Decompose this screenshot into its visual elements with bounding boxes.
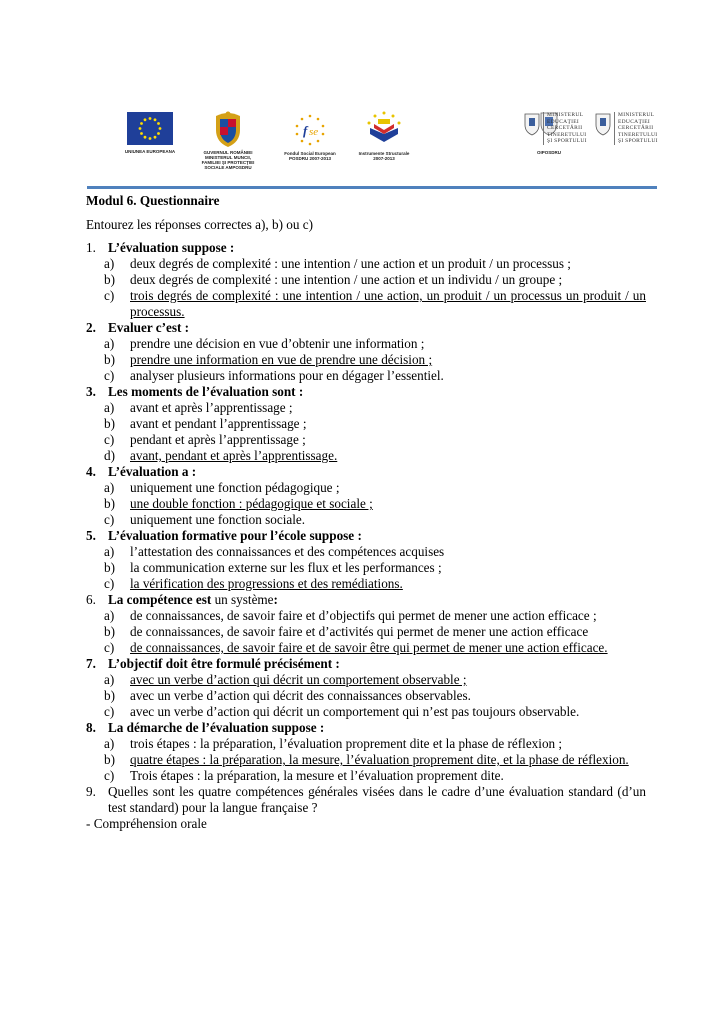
questionnaire-document bbox=[86, 193, 646, 832]
question-1 bbox=[86, 240, 646, 256]
option-letter: c) bbox=[104, 704, 115, 719]
logo-banner bbox=[0, 0, 728, 185]
option-1b[interactable] bbox=[86, 272, 646, 288]
question-text: Les moments de l’évaluation sont : bbox=[108, 384, 304, 399]
option-text: de connaissances, de savoir faire et d’objectifs qui permet de mener une action efficace ; bbox=[130, 608, 597, 623]
option-letter: b) bbox=[104, 624, 115, 639]
option-8b[interactable] bbox=[86, 752, 646, 768]
option-2c[interactable] bbox=[86, 368, 646, 384]
option-7a[interactable] bbox=[86, 672, 646, 688]
option-text: uniquement une fonction sociale. bbox=[130, 512, 306, 527]
ministerul-caption-2: MINISTERUL EDUCAŢIEI CERCETĂRII TINERETULUI ŞI SPORTULUI bbox=[614, 112, 662, 145]
option-letter: b) bbox=[104, 560, 115, 575]
question-text: Evaluer c’est : bbox=[108, 320, 190, 335]
eu-flag-logo bbox=[122, 112, 178, 154]
option-letter: c) bbox=[104, 768, 115, 783]
option-letter: b) bbox=[104, 688, 115, 703]
option-text-correct: avec un verbe d’action qui décrit un comportement observable ; bbox=[130, 672, 467, 687]
fse-logo bbox=[280, 112, 340, 161]
option-text-correct: de connaissances, de savoir faire et de savoir être qui permet de mener une action efficace. bbox=[130, 640, 608, 655]
option-6c[interactable] bbox=[86, 640, 646, 656]
option-text: deux degrés de complexité : une intention / une action et un individu / un groupe ; bbox=[130, 272, 563, 287]
option-3c[interactable] bbox=[86, 432, 646, 448]
option-letter: b) bbox=[104, 416, 115, 431]
option-6b[interactable] bbox=[86, 624, 646, 640]
option-text-correct: la vérification des progressions et des remédiations. bbox=[130, 576, 403, 591]
option-letter: a) bbox=[104, 256, 115, 271]
option-text: avec un verbe d’action qui décrit des connaissances observables. bbox=[130, 688, 471, 703]
ministerul-crest-icon-1 bbox=[523, 112, 541, 136]
option-letter: d) bbox=[104, 448, 115, 463]
question-text-end: : bbox=[273, 592, 278, 607]
question-text: L’évaluation formative pour l’école suppose : bbox=[108, 528, 362, 543]
option-text: uniquement une fonction pédagogique ; bbox=[130, 480, 340, 495]
question-number: 1. bbox=[86, 240, 96, 255]
question-number: 7. bbox=[86, 656, 96, 671]
question-text: L’évaluation suppose : bbox=[108, 240, 235, 255]
option-text-correct: avant, pendant et après l’apprentissage. bbox=[130, 448, 338, 463]
option-8a[interactable] bbox=[86, 736, 646, 752]
eu-caption: UNIUNEA EUROPEANA bbox=[124, 149, 176, 154]
option-text: de connaissances, de savoir faire et d’activités qui permet de mener une action efficace bbox=[130, 624, 589, 639]
question-9 bbox=[86, 784, 646, 816]
option-letter: c) bbox=[104, 288, 115, 303]
question-number: 4. bbox=[86, 464, 96, 479]
svg-text:f: f bbox=[303, 123, 308, 138]
answer-line: - Compréhension orale bbox=[86, 816, 207, 831]
option-text: prendre une décision en vue d’obtenir une information ; bbox=[130, 336, 425, 351]
romania-caption: GUVERNUL ROMÂNIEI MINISTERUL MUNCII, FAMILIEI ŞI PROTECŢIEI SOCIALE AMPOSDRU bbox=[201, 150, 255, 170]
question-text: L’objectif doit être formulé précisément : bbox=[108, 656, 340, 671]
option-letter: a) bbox=[104, 480, 115, 495]
option-letter: a) bbox=[104, 336, 115, 351]
question-6 bbox=[86, 592, 646, 608]
romania-coat-of-arms-logo bbox=[198, 110, 258, 170]
option-letter: b) bbox=[104, 752, 115, 767]
option-letter: c) bbox=[104, 512, 115, 527]
option-text: Trois étapes : la préparation, la mesure et l’évaluation proprement dite. bbox=[130, 768, 504, 783]
option-letter: a) bbox=[104, 672, 115, 687]
option-text-correct: prendre une information en vue de prendre une décision ; bbox=[130, 352, 433, 367]
option-4c[interactable] bbox=[86, 512, 646, 528]
option-text: pendant et après l’apprentissage ; bbox=[130, 432, 306, 447]
instrumente-structurale-icon bbox=[364, 110, 404, 148]
option-1a[interactable] bbox=[86, 256, 646, 272]
option-5a[interactable] bbox=[86, 544, 646, 560]
option-text: analyser plusieurs informations pour en dégager l’essentiel. bbox=[130, 368, 444, 383]
question-8 bbox=[86, 720, 646, 736]
option-1c[interactable] bbox=[86, 288, 646, 320]
question-number: 5. bbox=[86, 528, 96, 543]
option-7c[interactable] bbox=[86, 704, 646, 720]
question-number: 8. bbox=[86, 720, 96, 735]
question-text-rest: un système bbox=[211, 592, 274, 607]
question-text: La démarche de l’évaluation suppose : bbox=[108, 720, 325, 735]
option-letter: c) bbox=[104, 368, 115, 383]
option-letter: a) bbox=[104, 400, 115, 415]
question-2 bbox=[86, 320, 646, 336]
option-4b[interactable] bbox=[86, 496, 646, 512]
option-text: avant et pendant l’apprentissage ; bbox=[130, 416, 307, 431]
option-5c[interactable] bbox=[86, 576, 646, 592]
option-letter: a) bbox=[104, 736, 115, 751]
instrumente-structurale-logo bbox=[356, 110, 412, 161]
svg-text:se: se bbox=[309, 126, 319, 138]
option-letter: b) bbox=[104, 272, 115, 287]
option-2a[interactable] bbox=[86, 336, 646, 352]
instruction-text: Entourez les réponses correctes a), b) ou c) bbox=[86, 217, 314, 232]
option-text-correct: une double fonction : pédagogique et sociale ; bbox=[130, 496, 373, 511]
document-title: Modul 6. Questionnaire bbox=[86, 193, 220, 208]
question-number: 6. bbox=[86, 592, 96, 607]
oiposdru-caption: OIPOSDRU bbox=[536, 150, 561, 155]
option-letter: b) bbox=[104, 352, 115, 367]
question-4 bbox=[86, 464, 646, 480]
option-letter: b) bbox=[104, 496, 115, 511]
question-7 bbox=[86, 656, 646, 672]
option-5b[interactable] bbox=[86, 560, 646, 576]
coat-of-arms-icon bbox=[211, 110, 245, 148]
header-divider bbox=[87, 186, 657, 189]
question-number: 3. bbox=[86, 384, 96, 399]
option-text: la communication externe sur les flux et les performances ; bbox=[130, 560, 442, 575]
option-text: avec un verbe d’action qui décrit un comportement qui n’est pas toujours observable. bbox=[130, 704, 580, 719]
option-3a[interactable] bbox=[86, 400, 646, 416]
fse-caption: Fondul Social European POSDRU 2007-2013 bbox=[284, 151, 336, 161]
option-text: avant et après l’apprentissage ; bbox=[130, 400, 293, 415]
option-text: trois étapes : la préparation, l’évaluation proprement dite et la phase de réflexion ; bbox=[130, 736, 563, 751]
option-text: l’attestation des connaissances et des compétences acquises bbox=[130, 544, 445, 559]
option-letter: c) bbox=[104, 576, 115, 591]
option-6a[interactable] bbox=[86, 608, 646, 624]
ministerul-educatiei-logo-1 bbox=[523, 112, 593, 145]
question-text: L’évaluation a : bbox=[108, 464, 197, 479]
question-5 bbox=[86, 528, 646, 544]
question-3 bbox=[86, 384, 646, 400]
option-letter: a) bbox=[104, 544, 115, 559]
question-text: Quelles sont les quatre compétences générales visées dans le cadre d’une évaluation standard (d’un test standard) pour la langue française ? bbox=[108, 784, 646, 815]
question-number: 2. bbox=[86, 320, 96, 335]
option-4a[interactable] bbox=[86, 480, 646, 496]
eu-flag-icon bbox=[127, 112, 173, 145]
option-letter: c) bbox=[104, 432, 115, 447]
option-8c[interactable] bbox=[86, 768, 646, 784]
question-text-bold: La compétence est bbox=[108, 592, 212, 607]
option-3d[interactable] bbox=[86, 448, 646, 464]
ministerul-crest-icon-2 bbox=[594, 112, 612, 136]
option-text-correct: quatre étapes : la préparation, la mesure, l’évaluation proprement dite, et la phase de réflexion. bbox=[130, 752, 629, 767]
option-3b[interactable] bbox=[86, 416, 646, 432]
question-number: 9. bbox=[86, 784, 96, 799]
instrumente-caption: Instrumente Structurale 2007-2013 bbox=[358, 151, 410, 161]
option-2b[interactable] bbox=[86, 352, 646, 368]
option-text: deux degrés de complexité : une intention / une action et un produit / un processus ; bbox=[130, 256, 571, 271]
fse-icon bbox=[292, 112, 328, 148]
option-letter: c) bbox=[104, 640, 115, 655]
ministerul-caption-1: MINISTERUL EDUCAŢIEI CERCETĂRII TINERETULUI ŞI SPORTULUI bbox=[543, 112, 591, 145]
option-letter: a) bbox=[104, 608, 115, 623]
option-text-correct: trois degrés de complexité : une intention / une action, un produit / un processus un produit / un processus. bbox=[130, 288, 646, 319]
option-7b[interactable] bbox=[86, 688, 646, 704]
ministerul-educatiei-logo-2 bbox=[594, 112, 664, 145]
